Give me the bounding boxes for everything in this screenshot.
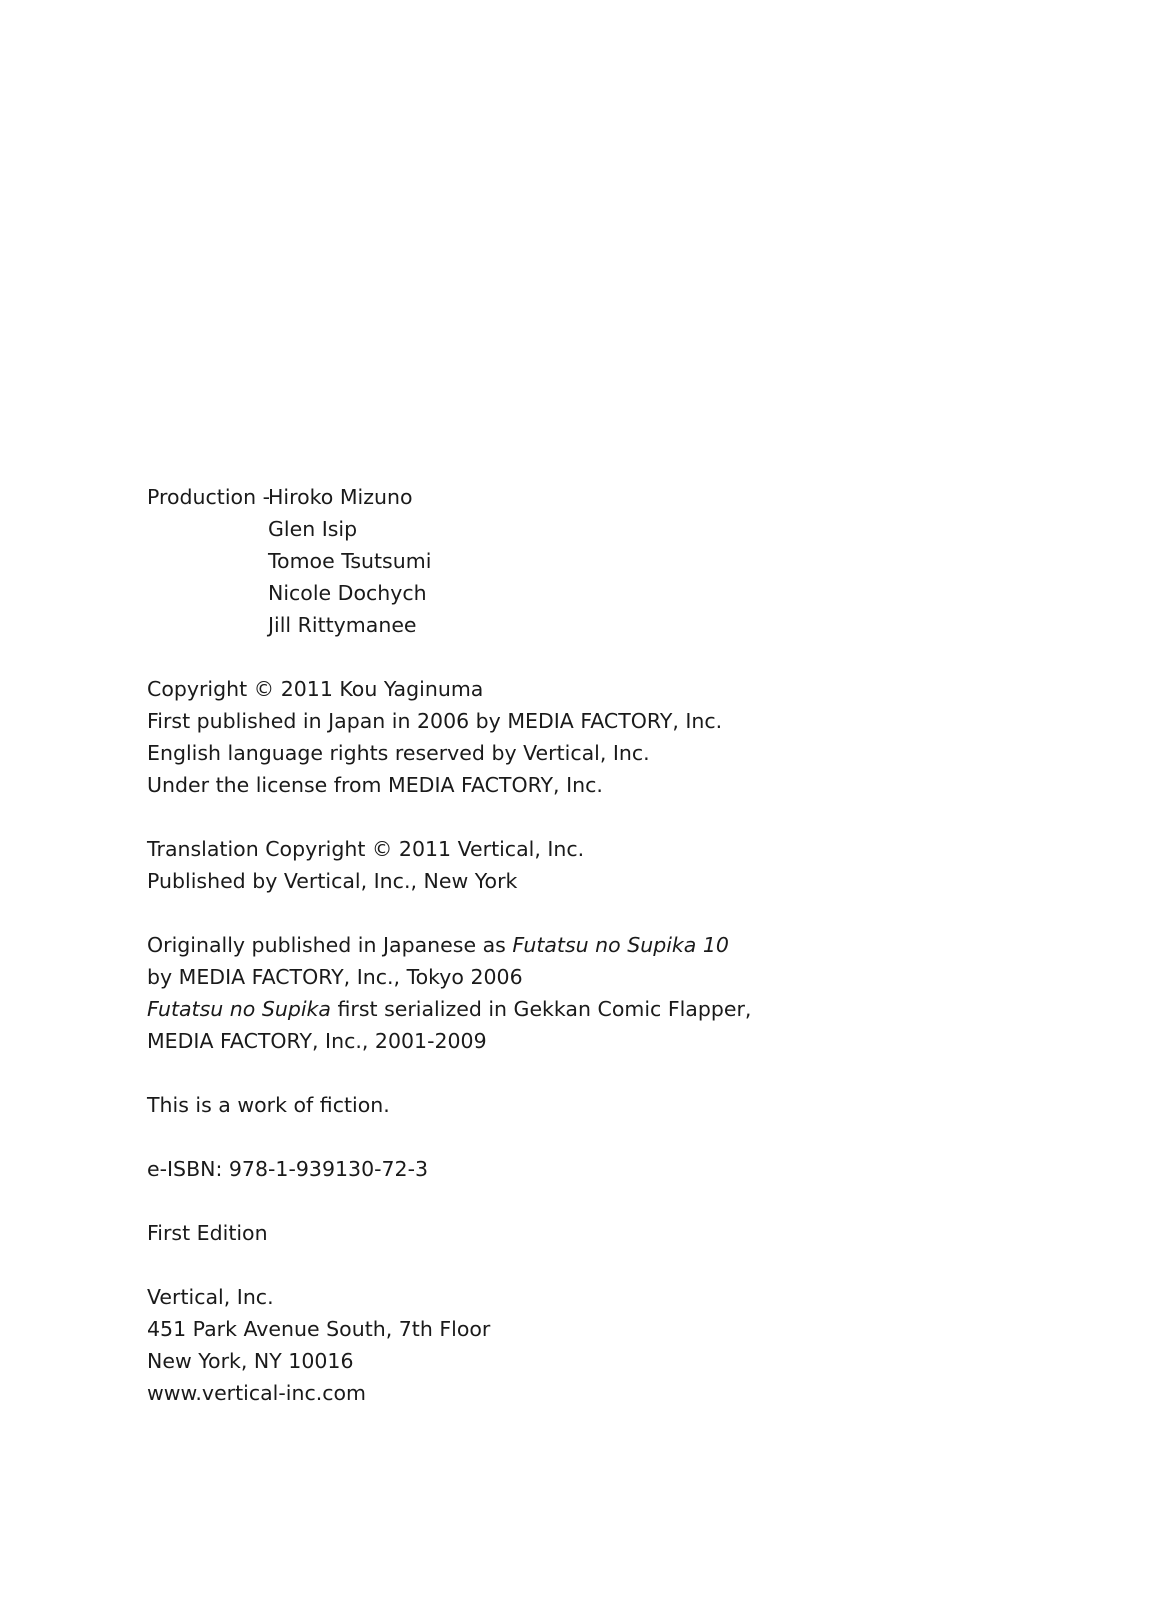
spacer bbox=[147, 1057, 1047, 1089]
copyright-line: Copyright © 2011 Kou Yaginuma bbox=[147, 677, 484, 701]
spacer bbox=[147, 641, 1047, 673]
production-name: Glen Isip bbox=[268, 517, 358, 541]
edition-line: First Edition bbox=[147, 1221, 268, 1245]
series-title: Futatsu no Supika bbox=[147, 997, 331, 1021]
fiction-notice: This is a work of fiction. bbox=[147, 1093, 390, 1117]
original-publisher-line: by MEDIA FACTORY, Inc., Tokyo 2006 bbox=[147, 965, 523, 989]
spacer bbox=[147, 1249, 1047, 1281]
production-name: Hiroko Mizuno bbox=[268, 485, 413, 509]
production-name: Nicole Dochych bbox=[268, 581, 427, 605]
serialization-line bbox=[147, 993, 1047, 1025]
publisher-website: www.vertical-inc.com bbox=[147, 1381, 367, 1405]
spacer bbox=[147, 1121, 1047, 1153]
first-published-line: First published in Japan in 2006 by MEDIA FACTORY, Inc. bbox=[147, 709, 723, 733]
publisher-address: 451 Park Avenue South, 7th Floor bbox=[147, 1317, 491, 1341]
production-name: Jill Rittymanee bbox=[268, 613, 417, 637]
book-title: Futatsu no Supika 10 bbox=[512, 933, 729, 957]
publisher-name: Vertical, Inc. bbox=[147, 1285, 274, 1309]
translation-copyright-line: Translation Copyright © 2011 Vertical, Inc. bbox=[147, 837, 585, 861]
original-publication-line bbox=[147, 929, 1047, 961]
spacer bbox=[147, 897, 1047, 929]
serialization-suffix: first serialized in Gekkan Comic Flapper, bbox=[330, 997, 752, 1021]
spacer bbox=[147, 801, 1047, 833]
production-label: Production - bbox=[147, 485, 270, 509]
publisher-city: New York, NY 10016 bbox=[147, 1349, 354, 1373]
production-line bbox=[147, 481, 1047, 513]
published-by-line: Published by Vertical, Inc., New York bbox=[147, 869, 518, 893]
serialization-years-line: MEDIA FACTORY, Inc., 2001-2009 bbox=[147, 1029, 487, 1053]
copyright-text-block bbox=[147, 481, 1047, 1409]
isbn-line: e-ISBN: 978-1-939130-72-3 bbox=[147, 1157, 429, 1181]
production-name: Tomoe Tsutsumi bbox=[268, 549, 432, 573]
rights-line: English language rights reserved by Vertical, Inc. bbox=[147, 741, 650, 765]
license-line: Under the license from MEDIA FACTORY, Inc. bbox=[147, 773, 603, 797]
original-prefix: Originally published in Japanese as bbox=[147, 933, 513, 957]
spacer bbox=[147, 1185, 1047, 1217]
